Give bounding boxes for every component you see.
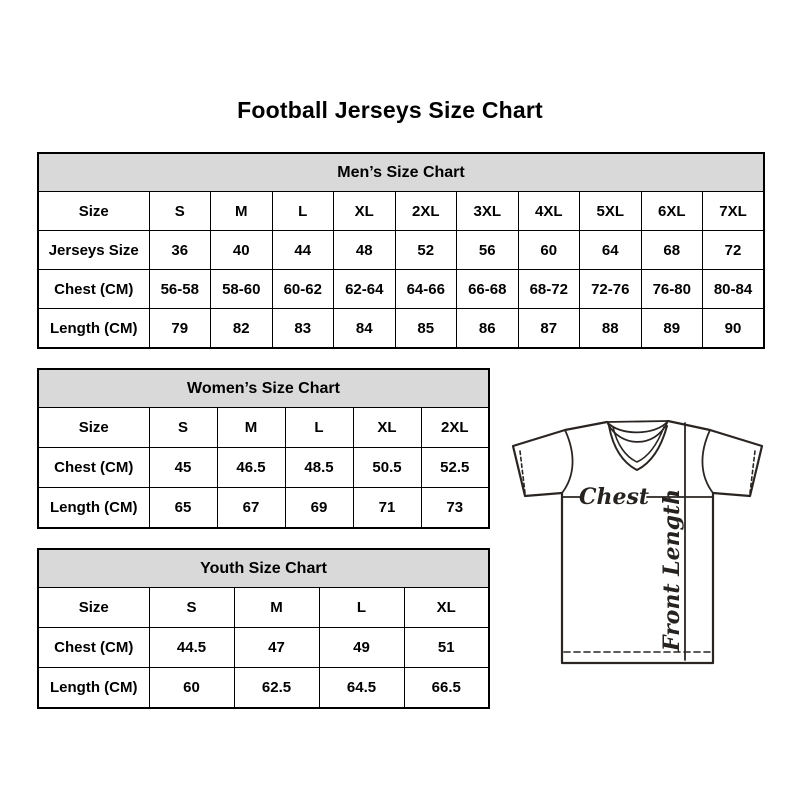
value-cell: 52 — [395, 231, 457, 270]
value-cell: 90 — [703, 309, 765, 349]
table-row — [38, 668, 489, 709]
row-label-cell: Chest (CM) — [38, 628, 149, 668]
table-row — [38, 588, 489, 628]
value-cell: 36 — [149, 231, 211, 270]
youth-size-table — [37, 548, 490, 709]
value-cell: 44 — [272, 231, 334, 270]
value-cell: 67 — [217, 488, 285, 529]
row-label-cell: Length (CM) — [38, 488, 149, 529]
row-label-cell: Size — [38, 408, 149, 448]
row-label-cell: Size — [38, 588, 149, 628]
value-cell: 50.5 — [353, 448, 421, 488]
value-cell: 83 — [272, 309, 334, 349]
value-cell: M — [211, 192, 273, 231]
row-label-cell: Length (CM) — [38, 309, 149, 349]
value-cell: 72 — [703, 231, 765, 270]
value-cell: 73 — [421, 488, 489, 529]
value-cell: 56 — [457, 231, 519, 270]
value-cell: 66-68 — [457, 270, 519, 309]
value-cell: 80-84 — [703, 270, 765, 309]
value-cell: 65 — [149, 488, 217, 529]
value-cell: 2XL — [421, 408, 489, 448]
right-armhole-seam — [702, 430, 713, 493]
youth-table-title: Youth Size Chart — [38, 549, 489, 588]
table-header-row — [38, 153, 764, 192]
value-cell: 89 — [641, 309, 703, 349]
mens-size-table — [37, 152, 765, 349]
womens-size-table — [37, 368, 490, 529]
value-cell: 66.5 — [404, 668, 489, 709]
table-header-row — [38, 549, 489, 588]
value-cell: 86 — [457, 309, 519, 349]
front-length-label: Front Length — [659, 488, 685, 652]
value-cell: 40 — [211, 231, 273, 270]
page-title: Football Jerseys Size Chart — [237, 97, 543, 123]
value-cell: 2XL — [395, 192, 457, 231]
value-cell: M — [234, 588, 319, 628]
row-label-cell: Chest (CM) — [38, 270, 149, 309]
value-cell: 84 — [334, 309, 396, 349]
table-row — [38, 270, 764, 309]
table-row — [38, 231, 764, 270]
value-cell: 85 — [395, 309, 457, 349]
value-cell: 68-72 — [518, 270, 580, 309]
value-cell: 6XL — [641, 192, 703, 231]
value-cell: 56-58 — [149, 270, 211, 309]
value-cell: 64.5 — [319, 668, 404, 709]
table-row — [38, 488, 489, 529]
table-row — [38, 408, 489, 448]
value-cell: 4XL — [518, 192, 580, 231]
value-cell: 5XL — [580, 192, 642, 231]
value-cell: 46.5 — [217, 448, 285, 488]
value-cell: L — [272, 192, 334, 231]
value-cell: 49 — [319, 628, 404, 668]
value-cell: S — [149, 192, 211, 231]
value-cell: 48 — [334, 231, 396, 270]
value-cell: S — [149, 588, 234, 628]
value-cell: 51 — [404, 628, 489, 668]
value-cell: XL — [334, 192, 396, 231]
value-cell: 64-66 — [395, 270, 457, 309]
value-cell: 60-62 — [272, 270, 334, 309]
value-cell: 60 — [149, 668, 234, 709]
value-cell: XL — [353, 408, 421, 448]
value-cell: 52.5 — [421, 448, 489, 488]
jersey-outline — [513, 421, 762, 663]
value-cell: 69 — [285, 488, 353, 529]
value-cell: 48.5 — [285, 448, 353, 488]
value-cell: M — [217, 408, 285, 448]
table-row — [38, 628, 489, 668]
collar-top-line — [607, 421, 668, 422]
table-header-row — [38, 369, 489, 408]
value-cell: XL — [404, 588, 489, 628]
value-cell: 7XL — [703, 192, 765, 231]
row-label-cell: Chest (CM) — [38, 448, 149, 488]
value-cell: 58-60 — [211, 270, 273, 309]
left-armhole-seam — [562, 430, 573, 493]
table-row — [38, 448, 489, 488]
jersey-measurement-diagram-icon — [505, 400, 770, 690]
value-cell: 62-64 — [334, 270, 396, 309]
table-row — [38, 192, 764, 231]
value-cell: 68 — [641, 231, 703, 270]
value-cell: 71 — [353, 488, 421, 529]
womens-table-title: Women’s Size Chart — [38, 369, 489, 408]
value-cell: 72-76 — [580, 270, 642, 309]
value-cell: 62.5 — [234, 668, 319, 709]
value-cell: 60 — [518, 231, 580, 270]
value-cell: 45 — [149, 448, 217, 488]
value-cell: L — [319, 588, 404, 628]
value-cell: 64 — [580, 231, 642, 270]
value-cell: 88 — [580, 309, 642, 349]
row-label-cell: Length (CM) — [38, 668, 149, 709]
value-cell: 79 — [149, 309, 211, 349]
value-cell: 47 — [234, 628, 319, 668]
value-cell: S — [149, 408, 217, 448]
value-cell: 44.5 — [149, 628, 234, 668]
value-cell: 3XL — [457, 192, 519, 231]
value-cell: 87 — [518, 309, 580, 349]
table-row — [38, 309, 764, 349]
value-cell: 76-80 — [641, 270, 703, 309]
value-cell: 82 — [211, 309, 273, 349]
value-cell: L — [285, 408, 353, 448]
mens-table-title: Men’s Size Chart — [38, 153, 764, 192]
chest-label: Chest — [578, 484, 650, 510]
row-label-cell: Size — [38, 192, 149, 231]
row-label-cell: Jerseys Size — [38, 231, 149, 270]
